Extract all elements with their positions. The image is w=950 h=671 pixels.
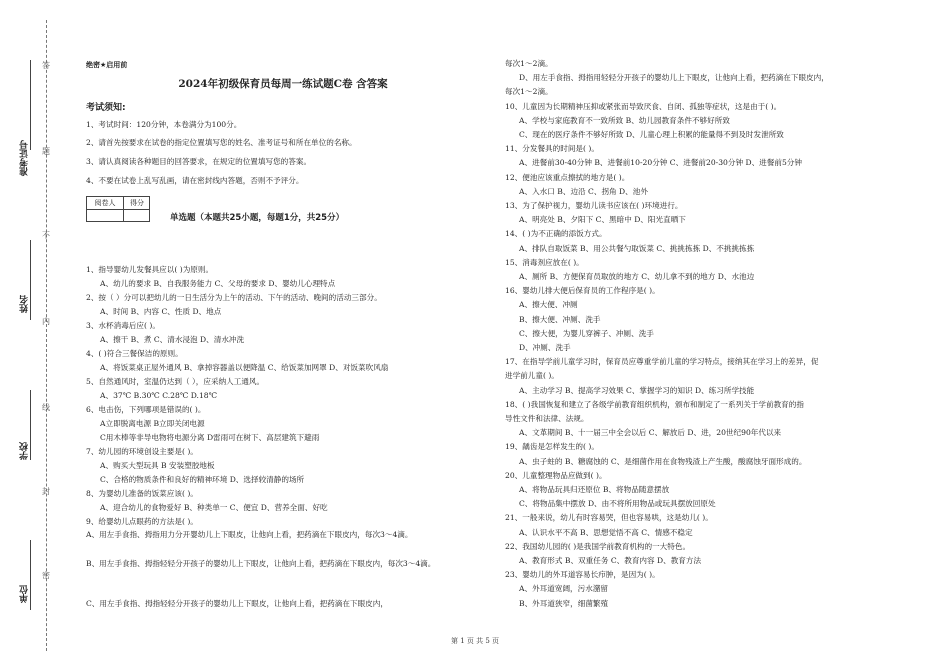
question-option: A、外耳道宽阔，污水潴留 <box>519 584 609 594</box>
unit-label: 单位 <box>20 585 30 603</box>
question-stem: 17、在指导学前儿童学习时，保育员应尊重学前儿童的学习特点，接纳其在学习上的差异，促 <box>505 357 819 367</box>
binding-margin <box>0 0 62 671</box>
question-option: A、将饭菜桌正屋外通风 B、拿掉容器盖以便降温 C、给饭菜加网罩 D、对饭菜吹风扇 <box>100 363 389 372</box>
school-label: 学校 <box>20 442 30 460</box>
page-footer: 第 1 页 共 5 页 <box>450 637 500 645</box>
question-stem: 23、婴幼儿的外耳道容易长疖肿，是因为( )。 <box>505 570 660 580</box>
question-stem: 14、( )为不正确的添饭方式。 <box>505 229 607 239</box>
question-option: C、现在的医疗条件不够好所致 D、儿童心理上积累的能量得不到及时发泄所致 <box>519 130 784 139</box>
question-stem: 6、电击伤，下列哪项是错误的( )。 <box>86 405 206 414</box>
question-stem: 15、消毒剂应放在( )。 <box>505 257 584 267</box>
question-option: C、用左手食指、拇指轻轻分开孩子的婴幼儿上下眼皮，让他向上看，把药滴在下眼皮内， <box>86 599 388 608</box>
seal-char: 不 <box>42 231 50 240</box>
seal-char: 题 <box>42 147 50 156</box>
question-option: A、认识水平不高 B、思想觉悟不高 C、情感不稳定 <box>519 527 693 537</box>
question-option: A、擦干 B、煮 C、清水浸泡 D、清水冲洗 <box>100 335 245 344</box>
notice-item: 1、考试时间：120分钟，本卷满分为100分。 <box>86 120 242 129</box>
section-title: 单选题（本题共25小题，每题1分，共25分） <box>170 213 345 223</box>
question-option: B、擦大便、冲厕、洗手 <box>519 314 601 324</box>
question-stem: 10、儿童因为长期精神压抑或紧张而导致厌食、自闭、孤独等症状，这是由于( )。 <box>505 101 782 111</box>
question-option: C、将物品集中摆放 D、由不将所用物品或玩具摆放回原处 <box>519 499 716 509</box>
notice-item: 4、不要在试卷上乱写乱画，请在密封线内答题，否则不予评分。 <box>86 176 304 185</box>
question-stem: 9、给婴幼儿点眼药的方法是( )。 <box>86 517 198 526</box>
question-option: A、学校与家庭教育不一致所致 B、幼儿园教育条件不够好所致 <box>519 115 730 125</box>
question-stem: 3、水杯消毒后应( )。 <box>86 321 160 330</box>
question-option: A、迎合幼儿的食物爱好 B、种类单一 C、便宜 D、营养全面、好吃 <box>100 503 328 512</box>
question-option: A、虫子蛀的 B、糖腐蚀的 C、是细菌作用在食物残渣上产生酸，酸腐蚀牙面形成的。 <box>519 456 807 466</box>
name-blank[interactable] <box>30 240 31 320</box>
notice-heading: 考试须知: <box>86 103 126 113</box>
question-option: A、幼儿的要求 B、自我服务能力 C、父母的要求 D、婴幼儿心理特点 <box>100 279 336 288</box>
question-option: D、冲厕、洗手 <box>519 343 571 352</box>
question-stem: 5、自然通风时，室温仍达到（ ），应采纳人工通风。 <box>86 377 265 386</box>
seal-char: 密 <box>42 571 50 580</box>
question-option: A、擦大便、冲厕 <box>519 300 578 310</box>
question-option: A、将物品玩具归还原位 B、将物品随意摆放 <box>519 485 670 494</box>
question-option: 导性文件和法律、法规。 <box>505 414 589 423</box>
question-option: A、明亮处 B、夕阳下 C、黑暗中 D、阳光直晒下 <box>519 215 686 225</box>
question-stem: 8、为婴幼儿准备的饭菜应该( )。 <box>86 489 198 498</box>
question-option: A、37℃ B.30℃ C.28℃ D.18℃ <box>100 391 218 400</box>
question-option: A、购买大型玩具 B 安装塑胶地板 <box>100 461 215 470</box>
question-stem: 20、儿童整理物品应做到( )。 <box>505 470 607 480</box>
question-stem: 12、便池应该重点擦拭的地方是( )。 <box>505 172 630 182</box>
question-option: B、外耳道狭窄，细菌繁殖 <box>519 598 609 608</box>
question-option: A、时间 B、内容 C、性质 D、地点 <box>100 307 222 316</box>
question-stem: 16、婴幼儿排大便后保育员的工作程序是( )。 <box>505 286 660 296</box>
question-option: A立即脱离电源 B立即关闭电源 <box>100 419 205 428</box>
question-stem: 22、我国幼儿园的( )是我国学前教育机构的一大特色。 <box>505 541 691 551</box>
question-option: A、主动学习 B、提高学习效果 C、掌握学习的知识 D、练习所学技能 <box>519 385 755 395</box>
seal-char: 内 <box>42 317 50 326</box>
question-stem: 18、( )我国恢复和建立了各级学前教育组织机构，颁布和制定了一系列关于学前教育的指 <box>505 399 804 409</box>
question-option: A、用左手食指、拇指用力分开婴幼儿上下眼皮，让他向上看，把药滴在下眼皮内，每次3～4滴。 <box>86 530 413 539</box>
question-stem: 7、幼儿园的环境创设主要是( )。 <box>86 447 198 456</box>
question-option: A、进餐前30-40分钟 B、进餐前10-20分钟 C、进餐前20-30分钟 D、进餐前5分钟 <box>519 158 802 168</box>
score-label: 得分 <box>130 199 144 207</box>
question-stem: 11、分发餐具的时间是( )。 <box>505 144 599 154</box>
question-option: C用木棒等非导电物将电源分离 D雷雨可在树下、高层建筑下避雨 <box>100 433 320 442</box>
admission-number-label: 准考证号 <box>20 140 30 176</box>
name-label: 姓名 <box>20 295 30 313</box>
notice-item: 2、请首先按要求在试卷的指定位置填写您的姓名、准考证号和所在单位的名称。 <box>86 138 357 147</box>
reviewer-label: 阅卷人 <box>94 199 116 207</box>
question-stem: 21、一般来说，幼儿有时容易哭，但也容易哄，这是幼儿( )。 <box>505 513 713 523</box>
question-stem: 2、按（ ）分可以把幼儿的一日生活分为上午的活动、下午的活动、晚间的活动三部分。 <box>86 293 382 302</box>
question-option: A、厕所 B、方便保育员取放的地方 C、幼儿拿不到的地方 D、水池边 <box>519 272 755 281</box>
school-blank[interactable] <box>30 390 31 460</box>
question-option: 每次1～2滴。 <box>505 87 553 97</box>
question-stem: 13、为了保护视力，婴幼儿读书应该在( )环境进行。 <box>505 201 683 210</box>
seal-char: 线 <box>42 403 50 412</box>
page-title: 2024年初级保育员每周一练试题C卷 含答案 <box>178 78 388 90</box>
question-option: A、入水口 B、边沿 C、拐角 D、池外 <box>519 186 648 196</box>
question-option: C、合格的物质条件和良好的精神环境 D、选择较清静的场所 <box>100 475 305 484</box>
question-option: C、擦大便，为婴儿穿裤子、冲厕、洗手 <box>519 328 654 338</box>
score-box <box>86 196 150 222</box>
question-stem: 1、指导婴幼儿发餐具应以( )为原则。 <box>86 265 214 274</box>
unit-blank[interactable] <box>30 540 31 610</box>
question-option: A、教育形式 B、双重任务 C、教育内容 D、教育方法 <box>519 556 702 565</box>
question-option: D、用左手食指、拇指用轻轻分开孩子的婴幼儿上下眼皮，让他向上看，把药滴在下眼皮内， <box>519 73 829 83</box>
question-option: 每次1～2滴。 <box>505 59 553 68</box>
question-option: A、文革期间 B、十一届三中全会以后 C、解放后 D、进，20世纪90年代以来 <box>519 428 782 438</box>
question-stem: 19、龋齿是怎样发生的( )。 <box>505 442 599 452</box>
admission-number-blank[interactable] <box>30 60 31 150</box>
seal-char: 封 <box>42 487 50 496</box>
question-option: A、排队自取饭菜 B、用公共餐勺取饭菜 C、挑挑拣拣 D、不挑挑拣拣 <box>519 243 755 253</box>
seal-char: 答 <box>42 61 50 70</box>
notice-item: 3、请认真阅读各种题目的回答要求，在规定的位置填写您的答案。 <box>86 157 312 166</box>
seal-dashed-line <box>46 20 47 651</box>
confidential-mark: 绝密★启用前 <box>86 61 128 69</box>
question-stem: 4、( )符合三餐保洁的原则。 <box>86 349 183 358</box>
question-option: 进学前儿童( )。 <box>505 371 559 381</box>
question-option: B、用左手食指、拇指轻轻分开孩子的婴幼儿上下眼皮，让他向上看，把药滴在下眼皮内，每次3～4滴。 <box>86 559 436 568</box>
